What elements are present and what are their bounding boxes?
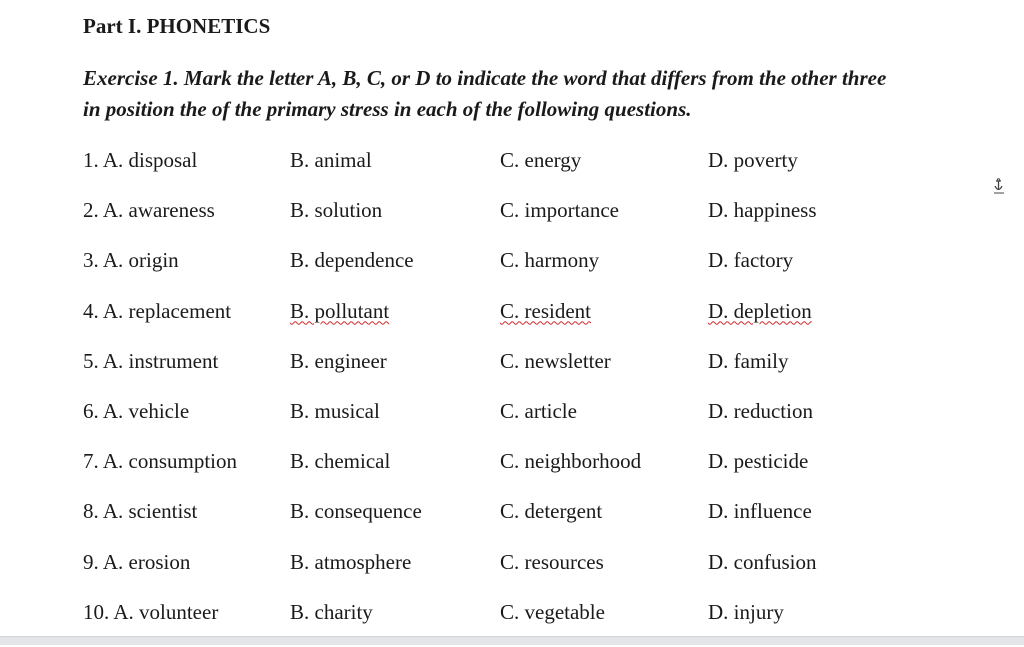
option-a: 6. A. vehicle xyxy=(83,398,190,423)
option-b: B. atmosphere xyxy=(290,549,412,574)
question-row xyxy=(83,547,983,597)
option-a: 3. A. origin xyxy=(83,248,179,273)
option-b: B. consequence xyxy=(290,499,422,524)
question-row xyxy=(83,446,983,496)
exercise-instructions xyxy=(83,63,1003,125)
section-heading: Part I. PHONETICS xyxy=(83,14,271,38)
option-c: C. article xyxy=(500,398,577,423)
option-d: D. pesticide xyxy=(708,449,809,474)
option-b: B. solution xyxy=(290,198,383,223)
option-c: C. harmony xyxy=(500,248,600,273)
option-b: B. charity xyxy=(290,599,373,624)
option-a: 9. A. erosion xyxy=(83,549,191,574)
option-c: C. detergent xyxy=(500,499,603,524)
instructions-line-2: in position the of the primary stress in each of the following questions. xyxy=(83,97,692,121)
question-row xyxy=(83,296,983,346)
anchor-icon[interactable] xyxy=(992,178,1006,196)
option-d: D. injury xyxy=(708,599,784,624)
option-b: B. musical xyxy=(290,398,380,423)
question-row xyxy=(83,145,983,195)
question-row xyxy=(83,396,983,446)
option-c: C. neighborhood xyxy=(500,449,642,474)
option-d: D. confusion xyxy=(708,549,817,574)
option-c: C. resources xyxy=(500,549,604,574)
option-a: 1. A. disposal xyxy=(83,148,198,172)
option-d: D. happiness xyxy=(708,198,817,223)
option-d: D. family xyxy=(708,348,789,373)
option-b: B. animal xyxy=(290,148,372,172)
option-d: D. reduction xyxy=(708,398,813,423)
option-b: B. chemical xyxy=(290,449,391,474)
option-a: 10. A. volunteer xyxy=(83,599,219,624)
instructions-line-1: Exercise 1. Mark the letter A, B, C, or D to indicate the word that differs from the other three xyxy=(83,66,887,90)
option-b: B. pollutant xyxy=(290,298,390,323)
option-b: B. dependence xyxy=(290,248,414,273)
option-d: D. poverty xyxy=(708,148,798,172)
option-a: 5. A. instrument xyxy=(83,348,219,373)
option-c: C. resident xyxy=(500,298,591,323)
option-a: 2. A. awareness xyxy=(83,198,215,223)
option-c: C. energy xyxy=(500,148,582,172)
question-row xyxy=(83,496,983,546)
option-a: 7. A. consumption xyxy=(83,449,238,474)
option-c: C. importance xyxy=(500,198,619,223)
question-row xyxy=(83,346,983,396)
option-c: C. newsletter xyxy=(500,348,611,373)
option-b: B. engineer xyxy=(290,348,387,373)
question-row xyxy=(83,195,983,245)
option-d: D. influence xyxy=(708,499,812,524)
option-c: C. vegetable xyxy=(500,599,605,624)
question-list xyxy=(83,145,983,647)
option-a: 4. A. replacement xyxy=(83,298,232,323)
option-d: D. factory xyxy=(708,248,794,273)
option-d: D. depletion xyxy=(708,298,812,323)
option-a: 8. A. scientist xyxy=(83,499,198,524)
question-row xyxy=(83,245,983,295)
